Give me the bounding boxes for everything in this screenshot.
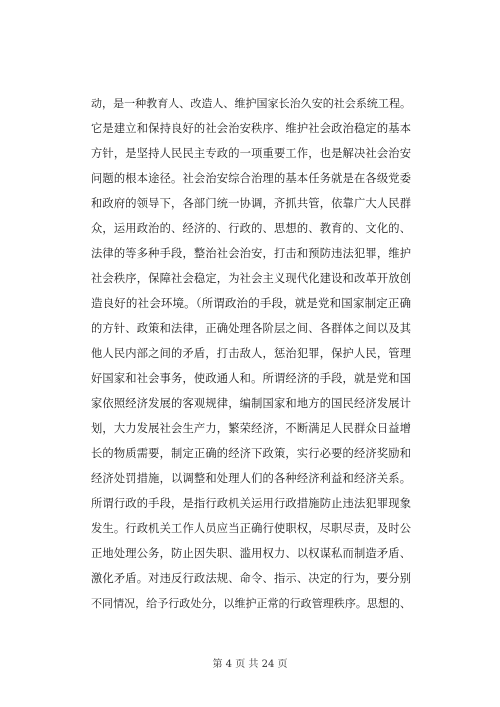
text-line: 它是建立和保持良好的社会治安秩序、维护社会政治稳定的基本 — [91, 122, 411, 135]
text-line: 造良好的社会环境。（所谓政治的手段，就是党和国家制定正确 — [91, 296, 411, 310]
text-line: 方针，是坚持人民民主专政的一项重要工作，也是解决社会治安 — [91, 147, 411, 160]
text-line: 众，运用政治的、经济的、行政的、思想的、教育的、文化的、 — [91, 222, 411, 235]
text-line: 问题的根本途径。社会治安综合治理的基本任务就是在各级党委 — [91, 172, 411, 185]
text-line: 他人民内部之间的矛盾，打击敌人，惩治犯罪，保护人民，管理 — [91, 347, 411, 360]
text-line: 正地处理公务，防止因失职、滥用权力、以权谋私而制造矛盾、 — [91, 547, 411, 560]
page-footer: 第 4 页 共 24 页 — [212, 659, 288, 670]
text-line: 和政府的领导下，各部门统一协调，齐抓共管，依靠广大人民群 — [91, 197, 411, 210]
text-line: 长的物质需要，制定正确的经济下政策，实行必要的经济奖励和 — [91, 447, 411, 460]
text-line: 好国家和社会事务，使政通人和。所谓经济的手段，就是党和国 — [91, 372, 411, 385]
text-line: 激化矛盾。对违反行政法规、命令、指示、决定的行为，要分别 — [91, 572, 411, 585]
text-line: 经济处罚措施，以调整和处理人们的各种经济利益和经济关系。 — [91, 472, 411, 485]
text-line: 家依照经济发展的客观规律，编制国家和地方的国民经济发展计 — [91, 397, 411, 410]
text-line: 发生。行政机关工作人员应当正确行使职权，尽职尽责，及时公 — [91, 522, 411, 535]
text-line: 动，是一种教育人、改造人、维护国家长治久安的社会系统工程。 — [91, 97, 411, 110]
text-line: 法律的等多种手段，整治社会治安，打击和预防违法犯罪，维护 — [91, 247, 411, 260]
text-line: 社会秩序，保障社会稳定，为社会主义现代化建设和改革开放创 — [91, 272, 411, 285]
body-text — [91, 91, 411, 616]
text-line: 的方针、政策和法律，正确处理各阶层之间、各群体之间以及其 — [91, 322, 411, 335]
text-line: 所谓行政的手段，是指行政机关运用行政措施防止违法犯罪现象 — [91, 497, 411, 510]
text-line: 不同情况，给予行政处分，以维护正常的行政管理秩序。思想的、 — [91, 597, 411, 610]
text-line: 划，大力发展社会生产力，繁荣经济，不断满足人民群众日益增 — [91, 422, 411, 435]
